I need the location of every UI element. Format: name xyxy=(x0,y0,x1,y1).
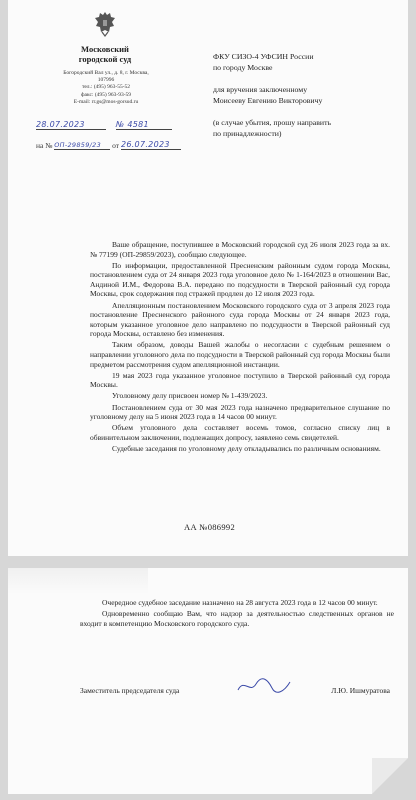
court-address: Богородский Вал ул., д. 8, г. Москва, 107996 тел.: (495) 963-55-52 факс: (495) 963-93-59 E-mail: rr.gs@mos-gorsud.ru xyxy=(63,70,149,105)
paragraph: Уголовному делу присвоен номер № 1-439/2023. xyxy=(112,391,268,401)
letter-page-2 xyxy=(8,568,408,794)
outgoing-number: № 4581 xyxy=(115,120,149,129)
incoming-date: 26.07.2023 xyxy=(120,140,170,149)
letter-body-continued xyxy=(80,598,394,630)
paragraph: Судебные заседания по уголовному делу откладывались по различным основаниям. xyxy=(112,443,381,453)
page-fold xyxy=(372,758,408,794)
signer-title: Заместитель председателя суда xyxy=(80,686,180,695)
form-serial-number: АА №086992 xyxy=(184,522,236,532)
paragraph: Очередное судебное заседание назначено на 28 августа 2023 года в 12 часов 00 минут. xyxy=(102,598,378,607)
incoming-ref: на № ОП-29859/23 от 26.07.2023 xyxy=(36,140,181,150)
scan-shadow xyxy=(8,568,148,594)
paragraph: 19 мая 2023 года указанное уголовное поступило в Тверской районный суд города Москвы. xyxy=(90,370,390,390)
letter-body xyxy=(90,240,390,455)
paragraph: Объем уголовного дела составляет восемь томов, согласно списку лиц в обвинительном заключении, подлежащих допросу, заявлено семь свидетелей. xyxy=(90,423,390,442)
outgoing-ref xyxy=(36,120,172,130)
coat-of-arms-icon xyxy=(94,10,116,38)
signature-block xyxy=(80,686,390,695)
signer-name: Л.Ю. Ишмуратова xyxy=(331,686,390,695)
paragraph: Таким образом, доводы Вашей жалобы о несогласии с судебным решением о направлении уголовного дела по подсудности в Тверской районный суд города Москвы были предметом рассмотрения судом апелляционной инстанции. xyxy=(90,340,390,369)
paragraph: Ваше обращение, поступившее в Московский городской суд 26 июля 2023 года за вх. № 77199 (ОП-29859/2023), сообщаю следующее. xyxy=(90,240,390,259)
addressee-block: ФКУ СИЗО-4 УФСИН России по городу Москве для вручения заключенному Моисееву Евгению Викторовичу (в случае убытия, прошу направить по принадлежности) xyxy=(213,52,332,138)
paragraph: Апелляционным постановлением Московского городского суда от 3 апреля 2023 года постановление Пресненского районного суда города Москвы от 24 января 2023 года, которым указанное уголовное дело направлено по подсудности в Тверской районный суд города Москвы, оставлено без изменения. xyxy=(90,300,390,339)
paragraph: По информации, предоставленной Пресненским районным судом города Москвы, постановлением суда от 24 января 2023 года уголовное дело № 1-164/2023 в отношении Вас, Андиной И.М., Федорова В.А. передано по подсудности в Тверской районный суд города Москвы, срок содержания под стражей продлен до 12 июля 2023 года. xyxy=(90,260,390,299)
paragraph: Постановлением суда от 30 мая 2023 года назначено предварительное слушание по уголовному делу на 5 июня 2023 года в 14 часов 00 минут. xyxy=(90,402,390,422)
incoming-number: ОП-29859/23 xyxy=(54,141,102,149)
outgoing-date: 28.07.2023 xyxy=(36,120,85,129)
letter-page-1 xyxy=(8,0,408,556)
court-name: Московский городской суд xyxy=(78,44,132,64)
paragraph: Одновременно сообщаю Вам, что надзор за деятельностью следственных органов не входит в компетенцию Московского городского суда. xyxy=(80,609,394,628)
